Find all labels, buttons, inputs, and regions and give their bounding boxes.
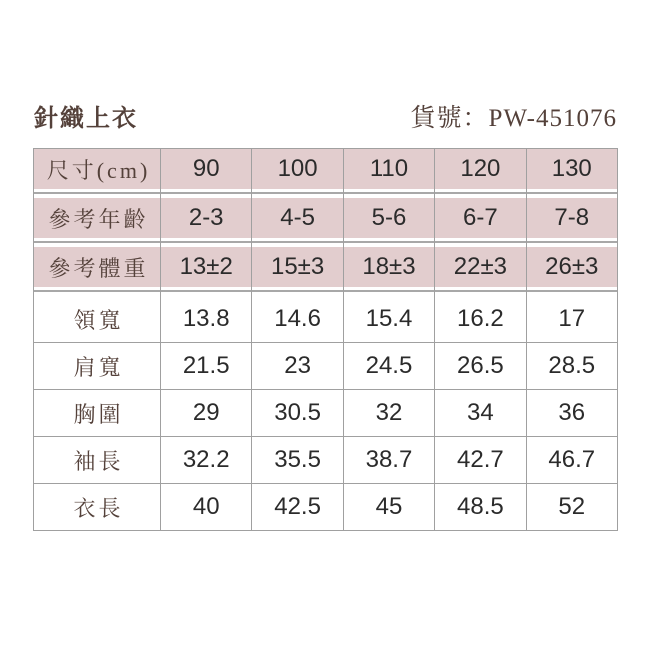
separator-cell (343, 287, 434, 296)
separator-cell (526, 238, 617, 247)
size-row (34, 296, 618, 343)
size-row (34, 484, 618, 531)
size-value-cell: 28.5 (526, 343, 617, 390)
row-separator (34, 287, 618, 296)
size-value-cell: 15±3 (252, 247, 343, 287)
size-row (34, 390, 618, 437)
row-separator (34, 189, 618, 198)
separator-cell (34, 238, 161, 247)
separator-cell (161, 238, 252, 247)
separator-cell (252, 189, 343, 198)
size-value-cell: 18±3 (343, 247, 434, 287)
size-value-cell: 90 (161, 149, 252, 190)
size-value-cell: 15.4 (343, 296, 434, 343)
size-value-cell: 7-8 (526, 198, 617, 238)
item-number (411, 98, 617, 134)
size-value-cell: 13.8 (161, 296, 252, 343)
separator-cell (526, 189, 617, 198)
row-label: 袖長 (34, 437, 161, 484)
separator-cell (435, 189, 526, 198)
size-value-cell: 52 (526, 484, 617, 531)
size-value-cell: 2-3 (161, 198, 252, 238)
size-value-cell: 42.5 (252, 484, 343, 531)
separator-cell (435, 287, 526, 296)
size-value-cell: 21.5 (161, 343, 252, 390)
row-label: 胸圍 (34, 390, 161, 437)
size-value-cell: 29 (161, 390, 252, 437)
size-value-cell: 100 (252, 149, 343, 190)
size-value-cell: 46.7 (526, 437, 617, 484)
product-title: 針織上衣 (34, 106, 138, 132)
size-value-cell: 13±2 (161, 247, 252, 287)
separator-cell (161, 287, 252, 296)
size-value-cell: 4-5 (252, 198, 343, 238)
size-value-cell: 40 (161, 484, 252, 531)
size-value-cell: 17 (526, 296, 617, 343)
size-value-cell: 35.5 (252, 437, 343, 484)
separator-cell (343, 238, 434, 247)
size-chart-container (33, 148, 617, 531)
size-row (34, 149, 618, 190)
size-value-cell: 14.6 (252, 296, 343, 343)
size-value-cell: 32 (343, 390, 434, 437)
separator-cell (526, 287, 617, 296)
separator-cell (34, 287, 161, 296)
size-value-cell: 26.5 (435, 343, 526, 390)
size-value-cell: 22±3 (435, 247, 526, 287)
separator-cell (343, 189, 434, 198)
separator-cell (161, 189, 252, 198)
page-header (34, 98, 617, 136)
size-value-cell: 34 (435, 390, 526, 437)
item-number-value: PW-451076 (488, 105, 617, 132)
size-value-cell: 130 (526, 149, 617, 190)
size-row (34, 437, 618, 484)
size-value-cell: 16.2 (435, 296, 526, 343)
size-value-cell: 5-6 (343, 198, 434, 238)
size-value-cell: 45 (343, 484, 434, 531)
separator-cell (34, 189, 161, 198)
size-value-cell: 23 (252, 343, 343, 390)
size-value-cell: 30.5 (252, 390, 343, 437)
size-value-cell: 6-7 (435, 198, 526, 238)
size-chart-table (33, 148, 618, 531)
separator-cell (252, 287, 343, 296)
item-number-label: 貨號： (410, 105, 489, 132)
size-value-cell: 42.7 (435, 437, 526, 484)
row-label: 參考體重 (34, 247, 161, 287)
size-value-cell: 24.5 (343, 343, 434, 390)
row-label: 衣長 (34, 484, 161, 531)
size-value-cell: 32.2 (161, 437, 252, 484)
size-row (34, 343, 618, 390)
size-value-cell: 110 (343, 149, 434, 190)
size-row (34, 198, 618, 238)
row-label: 參考年齡 (34, 198, 161, 238)
row-label: 肩寬 (34, 343, 161, 390)
separator-cell (435, 238, 526, 247)
row-label: 領寬 (34, 296, 161, 343)
size-value-cell: 36 (526, 390, 617, 437)
size-value-cell: 48.5 (435, 484, 526, 531)
row-label: 尺寸(cm) (34, 149, 161, 190)
size-value-cell: 120 (435, 149, 526, 190)
size-value-cell: 26±3 (526, 247, 617, 287)
row-separator (34, 238, 618, 247)
separator-cell (252, 238, 343, 247)
size-row (34, 247, 618, 287)
size-value-cell: 38.7 (343, 437, 434, 484)
